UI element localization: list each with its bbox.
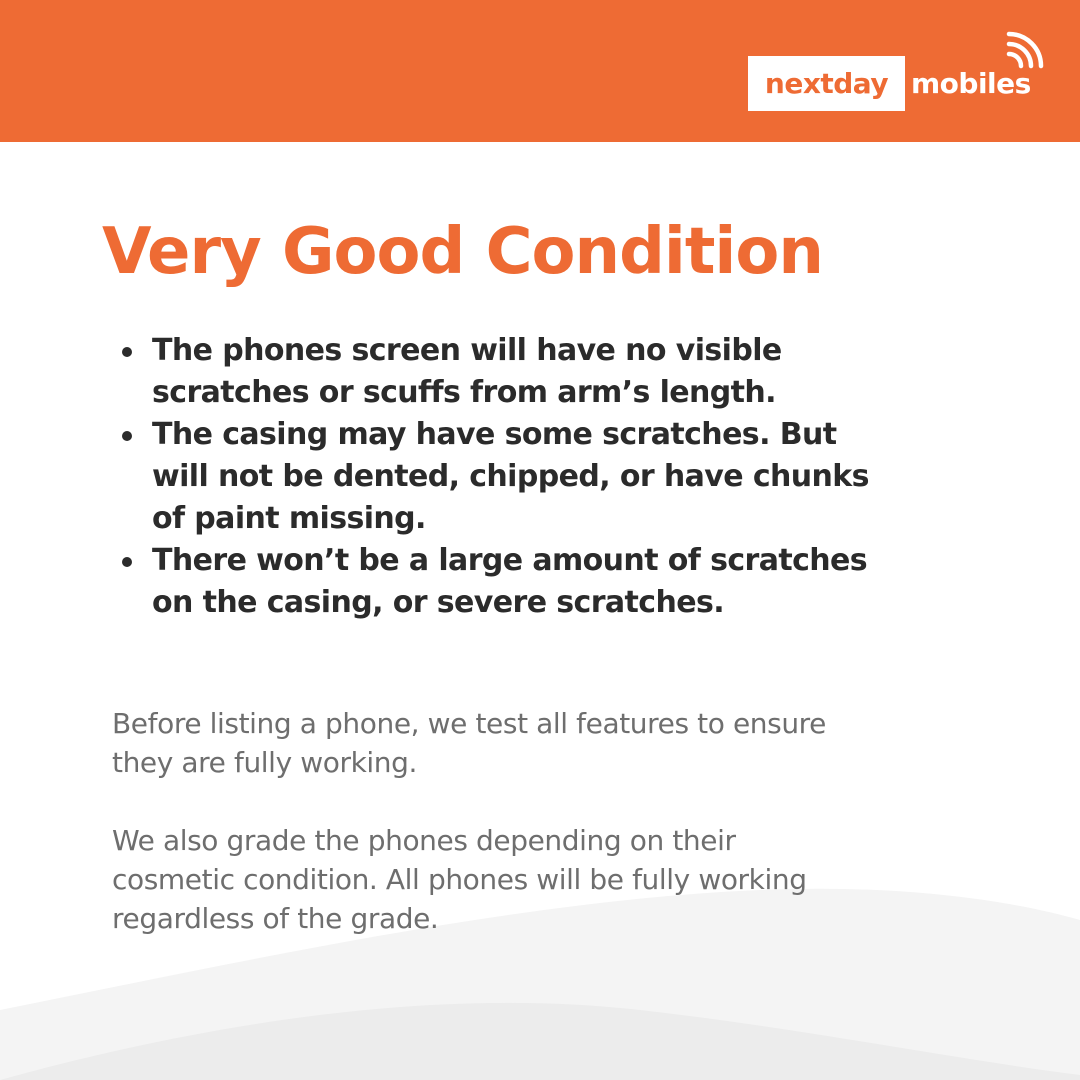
page-title: Very Good Condition	[102, 215, 823, 289]
logo-highlight-text: nextday	[748, 56, 905, 111]
list-item	[115, 414, 885, 540]
grading-paragraph: We also grade the phones depending on their cosmetic condition. All phones will be fully working regardless of the grade.	[112, 824, 807, 935]
list-item-text: There won’t be a large amount of scratches on the casing, or severe scratches.	[152, 543, 868, 620]
list-item-text: The casing may have some scratches. But will not be dented, chipped, or have chunks of paint missing.	[152, 417, 869, 536]
header-bar	[0, 0, 1080, 142]
bullet-dot-icon	[122, 431, 132, 441]
list-item	[115, 330, 885, 414]
testing-paragraph: Before listing a phone, we test all features to ensure they are fully working.	[112, 707, 826, 779]
brand-logo[interactable]	[748, 30, 1058, 112]
bullet-dot-icon	[122, 347, 132, 357]
wifi-signal-icon	[1005, 30, 1045, 70]
condition-bullet-list	[115, 330, 885, 624]
list-item	[115, 540, 885, 624]
logo-word-text: mobiles	[911, 67, 1031, 100]
list-item-text: The phones screen will have no visible scratches or scuffs from arm’s length.	[152, 333, 782, 410]
bullet-dot-icon	[122, 557, 132, 567]
